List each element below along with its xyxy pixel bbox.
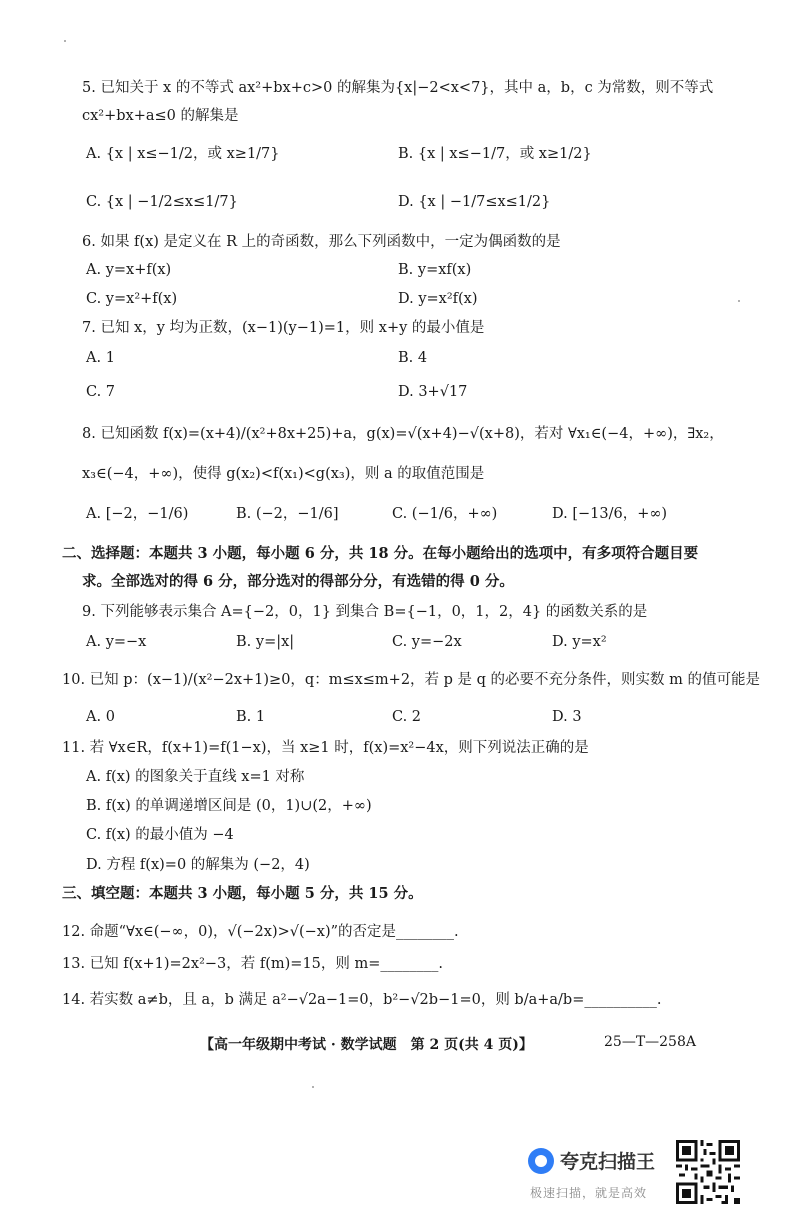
q11-option-a: A. f(x) 的图象关于直线 x=1 对称: [86, 769, 305, 785]
q10-option-b: B. 1: [236, 709, 266, 725]
q9-option-a: A. y=−x: [86, 634, 147, 650]
q10-option-a: A. 0: [86, 709, 115, 725]
q6-stem: 6. 如果 f(x) 是定义在 R 上的奇函数，那么下列函数中，一定为偶函数的是: [82, 234, 561, 250]
q10-option-c: C. 2: [392, 709, 422, 725]
q11-option-b: B. f(x) 的单调递增区间是 (0，1)∪(2，+∞): [86, 798, 372, 814]
q7-option-d: D. 3+√17: [398, 384, 468, 400]
scanner-logo-icon: [528, 1148, 554, 1174]
q6-option-a: A. y=x+f(x): [86, 262, 172, 278]
section3-heading: 三、填空题：本题共 3 小题，每小题 5 分，共 15 分。: [62, 885, 423, 902]
q6-option-d: D. y=x²f(x): [398, 291, 478, 307]
q5-option-b: B. {x | x≤−1/7，或 x≥1/2}: [398, 146, 592, 162]
q9-option-d: D. y=x²: [552, 634, 607, 650]
q12-stem: 12. 命题“∀x∈(−∞，0)，√(−2x)>√(−x)”的否定是________.: [62, 924, 459, 940]
q8-stem-line1: 8. 已知函数 f(x)=(x+4)/(x²+8x+25)+a，g(x)=√(x+4)−√(x+8)，若对 ∀x₁∈(−4，+∞)，∃x₂，: [82, 426, 724, 442]
q5-option-c: C. {x | −1/2≤x≤1/7}: [86, 194, 238, 210]
q9-option-b: B. y=|x|: [236, 634, 295, 650]
scanner-watermark: [528, 1144, 668, 1214]
q8-option-b: B. (−2，−1/6]: [236, 506, 339, 522]
q7-option-a: A. 1: [86, 350, 115, 366]
page-footer-title: 【高一年级期中考试 · 数学试题 第 2 页(共 4 页)】: [200, 1037, 533, 1053]
q11-option-d: D. 方程 f(x)=0 的解集为 (−2，4): [86, 857, 310, 873]
q7-option-c: C. 7: [86, 384, 116, 400]
q8-option-a: A. [−2，−1/6): [86, 506, 189, 522]
scan-speck: [738, 300, 740, 302]
q6-option-b: B. y=xf(x): [398, 262, 472, 278]
q10-stem: 10. 已知 p：(x−1)/(x²−2x+1)≥0，q：m≤x≤m+2，若 p 是 q 的必要不充分条件，则实数 m 的值可能是: [62, 672, 761, 688]
q6-option-c: C. y=x²+f(x): [86, 291, 178, 307]
q5-option-a: A. {x | x≤−1/2，或 x≥1/7}: [86, 146, 280, 162]
q7-stem: 7. 已知 x，y 均为正数，(x−1)(y−1)=1，则 x+y 的最小值是: [82, 320, 485, 336]
scan-speck: [312, 1086, 314, 1088]
paper-code: 25—T—258A: [604, 1034, 696, 1050]
q8-option-c: C. (−1/6，+∞): [392, 506, 498, 522]
q5-stem-line1: 5. 已知关于 x 的不等式 ax²+bx+c>0 的解集为{x|−2<x<7}，其中 a，b，c 为常数，则不等式: [82, 80, 714, 96]
scanner-app-name: 夸克扫描王: [560, 1151, 656, 1173]
q9-stem: 9. 下列能够表示集合 A={−2，0，1} 到集合 B={−1，0，1，2，4} 的函数关系的是: [82, 604, 648, 620]
q11-option-c: C. f(x) 的最小值为 −4: [86, 827, 234, 843]
scanner-slogan: 极速扫描，就是高效: [530, 1186, 648, 1200]
qr-code-icon: [676, 1140, 740, 1204]
q9-option-c: C. y=−2x: [392, 634, 462, 650]
q11-stem: 11. 若 ∀x∈R，f(x+1)=f(1−x)，当 x≥1 时，f(x)=x²−4x，则下列说法正确的是: [62, 740, 589, 756]
q8-option-d: D. [−13/6，+∞): [552, 506, 668, 522]
q7-option-b: B. 4: [398, 350, 428, 366]
q5-stem-line2: cx²+bx+a≤0 的解集是: [82, 108, 239, 124]
q13-stem: 13. 已知 f(x+1)=2x²−3，若 f(m)=15，则 m=________.: [62, 956, 444, 972]
q5-option-d: D. {x | −1/7≤x≤1/2}: [398, 194, 551, 210]
section2-heading-line2: 求。全部选对的得 6 分，部分选对的得部分分，有选错的得 0 分。: [82, 573, 514, 590]
scan-speck: [64, 40, 66, 42]
q10-option-d: D. 3: [552, 709, 582, 725]
section2-heading-line1: 二、选择题：本题共 3 小题，每小题 6 分，共 18 分。在每小题给出的选项中，有多项符合题目要: [62, 545, 699, 562]
q8-stem-line2: x₃∈(−4，+∞)，使得 g(x₂)<f(x₁)<g(x₃)，则 a 的取值范围是: [82, 466, 485, 482]
q14-stem: 14. 若实数 a≠b，且 a，b 满足 a²−√2a−1=0，b²−√2b−1=0，则 b/a+a/b=__________.: [62, 992, 662, 1008]
